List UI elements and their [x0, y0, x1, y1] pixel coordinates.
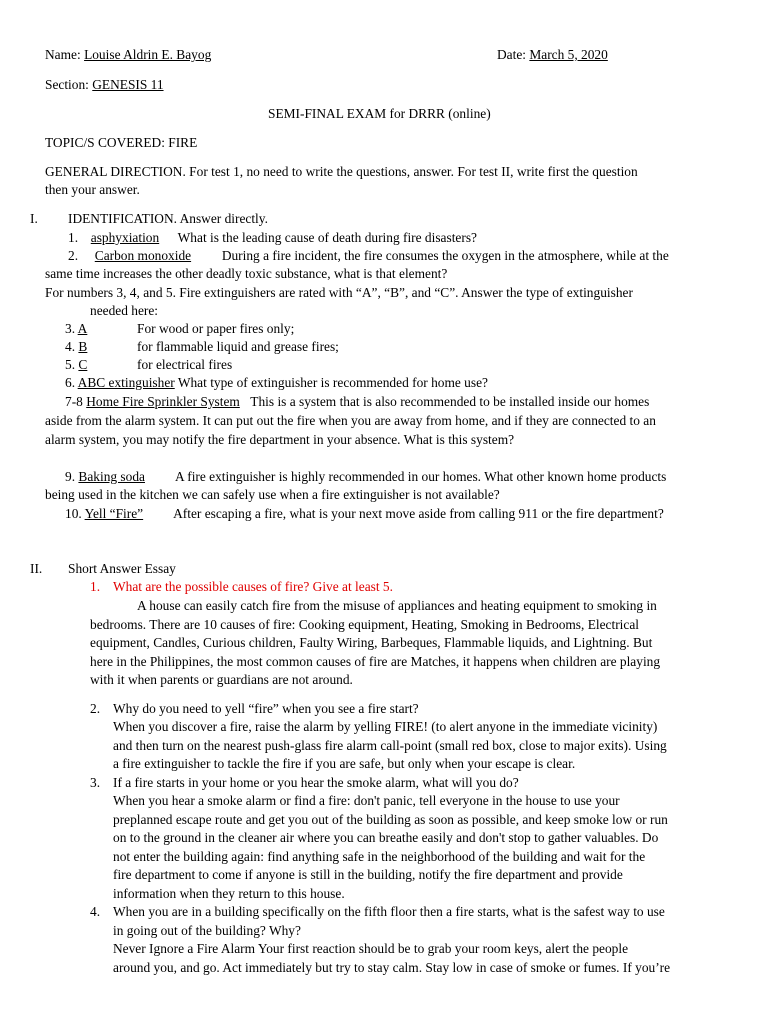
q3-question: For wood or paper fires only; [137, 321, 295, 336]
q7-8-number: 7-8 [65, 394, 83, 409]
essay3-answer-1: When you hear a smoke alarm or find a fire: don't panic, tell everyone in the house to use your [113, 793, 620, 808]
essay4-number: 4. [90, 904, 101, 919]
test1-numeral: I. [30, 211, 38, 226]
essay4-question-1: When you are in a building specifically on the fifth floor then a fire starts, what is the safest way to use [113, 904, 665, 919]
q9-answer: Baking soda [78, 469, 145, 484]
essay1-answer-2: bedrooms. There are 10 causes of fire: Cooking equipment, Heating, Smoking in Bedrooms, Electrical [90, 617, 640, 632]
student-name: Louise Aldrin E. Bayog [84, 47, 212, 62]
general-direction-1: GENERAL DIRECTION. For test 1, no need to write the questions, answer. For test II, write first the question [45, 164, 638, 179]
q7-8-question-cont: aside from the alarm system. It can put out the fire when you are away from home, and if they are connected to an [45, 413, 656, 428]
q6-answer: ABC extinguisher [77, 375, 175, 390]
essay1-answer-1: A house can easily catch fire from the misuse of appliances and heating equipment to smoking in [137, 598, 657, 613]
essay2-question: Why do you need to yell “fire” when you see a fire start? [113, 701, 419, 716]
essay1-answer-5: with it when parents or guardians are not around. [90, 672, 353, 687]
q1-number: 1. [68, 230, 79, 245]
test2-numeral: II. [30, 561, 43, 576]
essay4-question-2: in going out of the building? Why? [113, 923, 301, 938]
q4-answer: B [78, 339, 88, 354]
q2-question-cont: same time increases the other deadly toxic substance, what is that element? [45, 266, 448, 281]
q5 [65, 356, 87, 374]
q4-number: 4. [65, 339, 76, 354]
q3 [65, 320, 87, 338]
general-direction-2: then your answer. [45, 182, 140, 197]
essay1-number: 1. [90, 579, 101, 594]
q2-answer: Carbon monoxide [94, 248, 192, 263]
section-line [45, 76, 164, 94]
q4-question: for flammable liquid and grease fires; [137, 339, 339, 354]
date-label: Date: [497, 47, 526, 62]
q7-8 [65, 393, 649, 411]
q5-answer: C [78, 357, 88, 372]
q9 [65, 468, 666, 486]
exam-title: SEMI-FINAL EXAM for DRRR (online) [268, 106, 491, 121]
q1-question: What is the leading cause of death during fire disasters? [177, 230, 477, 245]
q2-question: During a fire incident, the fire consumes the oxygen in the atmosphere, while at the [221, 248, 669, 263]
q1 [68, 229, 477, 247]
section-value: GENESIS 11 [92, 77, 164, 92]
q7-8-question-cont2: alarm system, you may notify the fire department in your absence. What is this system? [45, 432, 515, 447]
q6-number: 6. [65, 375, 76, 390]
name-label: Name: [45, 47, 81, 62]
q3-answer: A [77, 321, 88, 336]
essay2-number: 2. [90, 701, 101, 716]
essay3-question: If a fire starts in your home or you hear the smoke alarm, what will you do? [113, 775, 519, 790]
test2-title: Short Answer Essay [68, 561, 176, 576]
q3-number: 3. [65, 321, 76, 336]
essay4-answer-1: Never Ignore a Fire Alarm Your first reaction should be to grab your room keys, alert the people [113, 941, 629, 956]
extinguisher-intro-cont: needed here: [90, 303, 159, 318]
q9-question: A fire extinguisher is highly recommended in our homes. What other known home products [174, 469, 667, 484]
essay3-number: 3. [90, 775, 101, 790]
q1-answer: asphyxiation [90, 230, 160, 245]
q10-number: 10. [65, 506, 82, 521]
test1-title: IDENTIFICATION. Answer directly. [68, 211, 268, 226]
essay3-answer-3: on to the ground in the cleaner air where you can breathe easily and don't stop to gather valuables. Do [113, 830, 659, 845]
essay3-answer-6: information when they return to this house. [113, 886, 345, 901]
essay3-answer-5: fire department to come if anyone is still in the building, notify the fire department and provide [113, 867, 623, 882]
essay2-answer-3: a fire extinguisher to tackle the fire if you are safe, but only when your escape is clear. [113, 756, 576, 771]
q9-number: 9. [65, 469, 76, 484]
name-line [45, 46, 211, 64]
q2 [68, 247, 669, 265]
q5-question: for electrical fires [137, 357, 233, 372]
section-label: Section: [45, 77, 89, 92]
q10-question: After escaping a fire, what is your next move aside from calling 911 or the fire department? [173, 506, 664, 521]
q2-number: 2. [68, 248, 79, 263]
q6 [65, 374, 488, 392]
q9-question-cont: being used in the kitchen we can safely use when a fire extinguisher is not available? [45, 487, 500, 502]
q6-question: What type of extinguisher is recommended for home use? [177, 375, 488, 390]
essay1-answer-4: here in the Philippines, the most common causes of fire are Matches, it happens when children are playing [90, 654, 661, 669]
q5-number: 5. [65, 357, 76, 372]
q10 [65, 505, 664, 523]
essay3-answer-4: not enter the building again: find anything safe in the neighborhood of the building and wait for the [113, 849, 646, 864]
extinguisher-intro: For numbers 3, 4, and 5. Fire extinguishers are rated with “A”, “B”, and “C”. Answer the type of extinguisher [45, 285, 633, 300]
essay4-answer-2: around you, and go. Act immediately but try to stay calm. Stay low in case of smoke or fumes. If you’re [113, 960, 671, 975]
essay3-answer-2: preplanned escape route and get you out of the building as soon as possible, and keep smoke low or run [113, 812, 668, 827]
q10-answer: Yell “Fire” [84, 506, 144, 521]
q4 [65, 338, 87, 356]
exam-date: March 5, 2020 [529, 47, 608, 62]
q7-8-question: This is a system that is also recommended to be installed inside our homes [250, 394, 650, 409]
essay1-question: What are the possible causes of fire? Give at least 5. [113, 579, 393, 594]
essay2-answer-2: and then turn on the nearest push-glass fire alarm call-point (small red box, close to major exits). Using [113, 738, 667, 753]
essay2-answer-1: When you discover a fire, raise the alarm by yelling FIRE! (to alert anyone in the immediate vicinity) [113, 719, 658, 734]
essay1-answer-3: equipment, Candles, Curious children, Faulty Wiring, Barbeques, Flammable liquids, and Lightning. But [90, 635, 653, 650]
topic-line: TOPIC/S COVERED: FIRE [45, 135, 198, 150]
date-line [497, 46, 608, 64]
q7-8-answer: Home Fire Sprinkler System [86, 394, 240, 409]
